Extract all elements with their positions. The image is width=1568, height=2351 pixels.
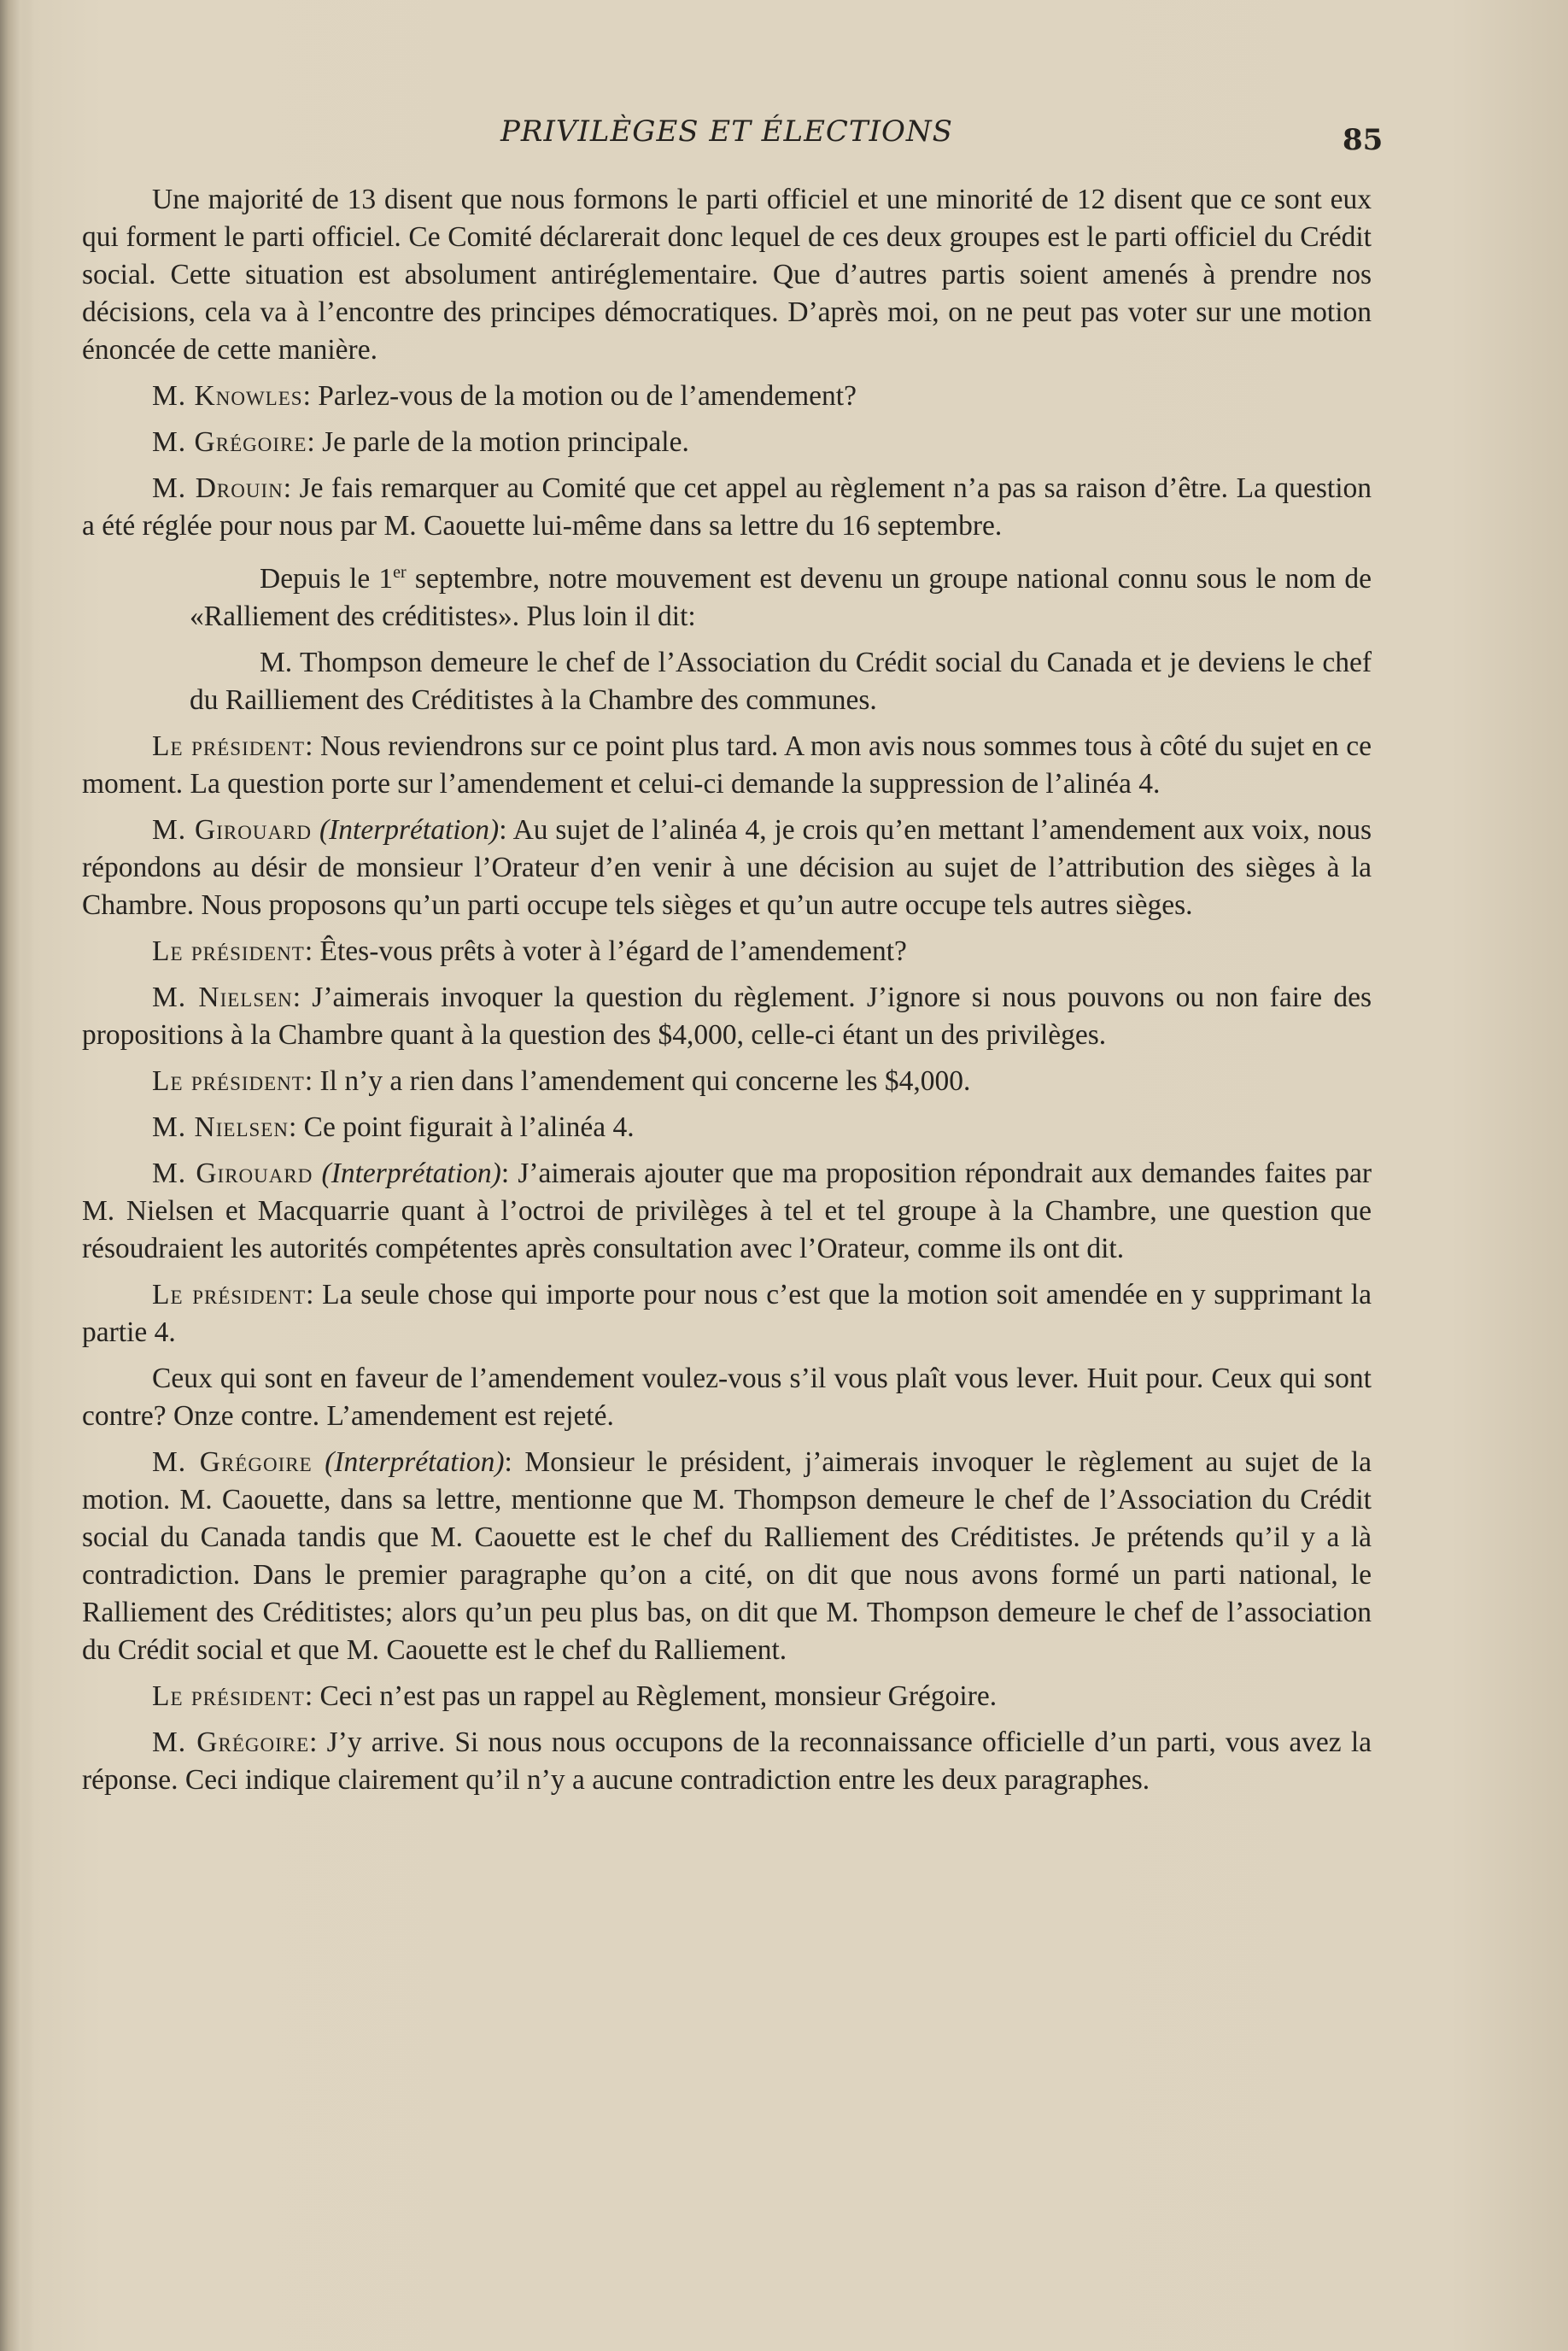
paragraph: [82, 1360, 1372, 1435]
body-text: [82, 181, 1372, 1808]
paragraph: [82, 378, 1372, 415]
paragraph-text: : La seule chose qui importe pour nous c’est que la motion soit amendée en y supprimant la partie 4.: [82, 1279, 1372, 1349]
paragraph-text: : Je fais remarquer au Comité que cet appel au règlement n’a pas sa raison d’être. La question a été réglée pour nous par M. Caouette lui-même dans sa lettre du 16 septembre.: [82, 472, 1372, 542]
quoted-paragraph: [190, 554, 1372, 636]
paragraph-text: Ceux qui sont en faveur de l’amendement voulez-vous s’il vous plaît vous lever. Huit pour. Ceux qui sont contre? Onze contre. L’amendement est rejeté.: [82, 1363, 1372, 1433]
paragraph-text: : Il n’y a rien dans l’amendement qui concerne les $4,000.: [304, 1065, 971, 1098]
paragraph-text: : J’aimerais ajouter que ma proposition répondrait aux demandes faites par M. Nielsen et Macquarrie quant à l’octroi de privilèges à tel et tel groupe à la Chambre, une question que résoudraient les autorités compétentes après consultation avec l’Orateur, comme ils ont dit.: [82, 1158, 1372, 1265]
speaker-name: Le président: [152, 1279, 307, 1311]
paragraph: [82, 728, 1372, 803]
speaker-name: M. Girouard: [152, 814, 313, 847]
paragraph: [82, 1155, 1372, 1268]
page-edge-shadow: [0, 0, 34, 2351]
paragraph-text: Une majorité de 13 disent que nous formons le parti officiel et une minorité de 12 disent que ce sont eux qui forment le parti officiel. Ce Comité déclarerait donc lequel de ces deux groupes est le parti officiel du Crédit social. Cette situation est absolument antiréglementaire. Que d’autres partis soient amenés à prendre nos décisions, cela va à l’encontre des principes démocratiques. D’après moi, on ne peut pas voter sur une motion énoncée de cette manière.: [82, 184, 1372, 366]
speaker-name: M. Knowles: [152, 380, 303, 412]
paragraph-text: M. Thompson demeure le chef de l’Association du Crédit social du Canada et je deviens le chef du Railliement des Créditistes à la Chambre des communes.: [190, 647, 1372, 717]
speaker-name: Le président: [152, 1680, 305, 1713]
speaker-name: M. Grégoire: [152, 1727, 310, 1759]
paragraph: [82, 1276, 1372, 1351]
paragraph-text: : Je parle de la motion principale.: [307, 426, 689, 458]
paragraph: [82, 979, 1372, 1054]
paragraph-text: Depuis le 1er septembre, notre mouvement est devenu un groupe national connu sous le nom de «Ralliement des créditistes». Plus loin il dit:: [190, 563, 1372, 633]
paragraph: [82, 1063, 1372, 1100]
paragraph-text: : Parlez-vous de la motion ou de l’amendement?: [302, 380, 857, 412]
speaker-name: M. Nielsen: [152, 982, 293, 1014]
paragraph-text: : Ceci n’est pas un rappel au Règlement, monsieur Grégoire.: [304, 1680, 998, 1713]
paragraph: [82, 181, 1372, 369]
speaker-name: M. Drouin: [152, 472, 284, 504]
speaker-name: M. Nielsen: [152, 1111, 289, 1144]
speaker-name: M. Girouard: [152, 1158, 313, 1190]
paragraph: [82, 1444, 1372, 1669]
paragraph-text: : J’aimerais invoquer la question du règlement. J’ignore si nous pouvons ou non faire des propositions à la Chambre quant à la question des $4,000, celle-ci étant un des privilèges.: [82, 982, 1372, 1052]
paragraph-text: : J’y arrive. Si nous nous occupons de la reconnaissance officielle d’un parti, vous avez la réponse. Ceci indique clairement qu’il n’y a aucune contradiction entre les deux paragraphes.: [82, 1727, 1372, 1797]
speaker-name: M. Grégoire: [152, 426, 307, 458]
speaker-qualifier: (Interprétation): [321, 1158, 501, 1190]
paragraph: [82, 812, 1372, 924]
speaker-name: Le président: [152, 935, 305, 968]
paragraph: [82, 470, 1372, 545]
speaker-qualifier: (Interprétation): [319, 814, 500, 847]
running-head: PRIVILÈGES ET ÉLECTIONS: [500, 114, 953, 149]
page-number: 85: [1343, 123, 1384, 157]
paragraph: [82, 1678, 1372, 1715]
paragraph-text: : Ce point figurait à l’alinéa 4.: [288, 1111, 635, 1144]
paragraph: [82, 933, 1372, 970]
paragraph-text: : Monsieur le président, j’aimerais invoquer le règlement au sujet de la motion. M. Caouette, dans sa lettre, mentionne que M. Thompson demeure le chef de l’Association du Crédit social du Canada tandis que M. Caouette est le chef du Ralliement des Créditistes. Je prétends qu’il y a là contradiction. Dans le premier paragraphe qu’on a cité, on dit que nous avons formé un parti national, le Ralliement des Créditistes; alors qu’un peu plus bas, on dit que M. Thompson demeure le chef de l’association du Crédit social et que M. Caouette est le chef du Ralliement.: [82, 1446, 1372, 1667]
speaker-name: Le président: [152, 1065, 305, 1098]
paragraph: [82, 1109, 1372, 1146]
quoted-paragraph: [190, 644, 1372, 719]
paragraph-text: : Au sujet de l’alinéa 4, je crois qu’en mettant l’amendement aux voix, nous répondons au désir de monsieur l’Orateur d’en venir à une décision au sujet de l’attribution des sièges à la Chambre. Nous proposons qu’un parti occupe tels sièges et qu’un autre occupe tels autres sièges.: [82, 814, 1372, 922]
paragraph: [82, 1724, 1372, 1799]
paragraph-text: : Êtes-vous prêts à voter à l’égard de l’amendement?: [304, 935, 907, 968]
paragraph: [82, 424, 1372, 461]
speaker-qualifier: (Interprétation): [325, 1446, 505, 1479]
speaker-name: Le président: [152, 730, 306, 763]
paragraph-text: : Nous reviendrons sur ce point plus tard. A mon avis nous sommes tous à côté du sujet en ce moment. La question porte sur l’amendement et celui-ci demande la suppression de l’alinéa 4.: [82, 730, 1372, 800]
speaker-name: M. Grégoire: [152, 1446, 313, 1479]
